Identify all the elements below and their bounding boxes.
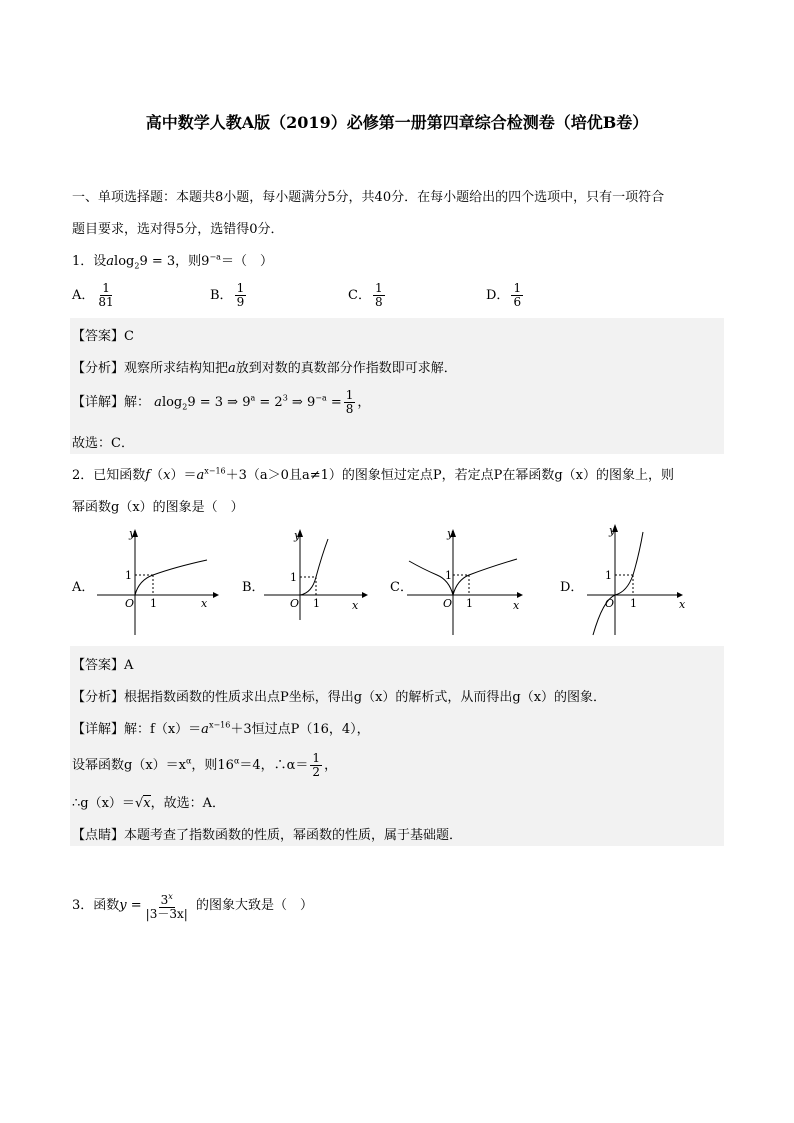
q1-detail: 【详解】解： alog$_2$9 = 3 ⇒ $9^a = 2^3$ ⇒ $9^{-a}$ = $\frac{1}{8}$ ， bbox=[72, 388, 371, 416]
q1-answer: 【答案】C bbox=[72, 329, 134, 344]
q1-option-a: A． $\frac{1}{81}$ bbox=[72, 281, 114, 309]
q1-stem: 1．设alog$_2$9 = 3，则$9^{-a}=$（ ） bbox=[72, 252, 273, 271]
q2-graph-b-label: B． bbox=[242, 580, 265, 595]
svg-text:1: 1 bbox=[150, 597, 157, 610]
svg-text:x: x bbox=[679, 598, 686, 611]
q2-detail-line3: ∴g（x）＝√x，故选：A． bbox=[72, 796, 225, 811]
q1-option-c: C． $\frac{1}{8}$ bbox=[348, 281, 383, 309]
q2-graph-d-label: D． bbox=[560, 580, 584, 595]
svg-text:1: 1 bbox=[290, 571, 297, 584]
q2-detail-line1: 【详解】解：$f(x)=a^{x-16}+3$恒过点P（16，4）， bbox=[72, 720, 370, 737]
svg-text:1: 1 bbox=[605, 569, 612, 582]
svg-text:x: x bbox=[513, 599, 520, 612]
page-title: 高中数学人教A版（2019）必修第一册第四章综合检测卷（培优B卷） bbox=[145, 113, 649, 132]
svg-text:O: O bbox=[605, 597, 615, 610]
svg-text:x: x bbox=[352, 599, 359, 612]
section-instructions-line2: 题目要求，选对得5分，选错得0分． bbox=[72, 222, 284, 237]
q2-graph-c-label: C． bbox=[390, 580, 413, 595]
svg-text:O: O bbox=[443, 597, 453, 610]
q1-choose: 故选：C． bbox=[72, 436, 134, 451]
q2-detail-line2: 设幂函数$g(x)=x^\alpha$，则$16^\alpha=4$，∴α＝ $\frac{1}{2}$ ， bbox=[72, 751, 338, 779]
svg-text:O: O bbox=[125, 597, 135, 610]
svg-text:y: y bbox=[447, 527, 454, 540]
q1-option-b: B． $\frac{1}{9}$ bbox=[210, 281, 245, 309]
q2-graph-a bbox=[95, 525, 220, 640]
q1-solution-box bbox=[70, 318, 724, 454]
svg-text:x: x bbox=[201, 597, 208, 610]
q2-graph-d bbox=[585, 520, 695, 640]
q2-stem-line1: 2．已知函数$f(x)=a^{x-16}+3(a>0$且a≠1）的图象恒过定点P，若定点P在幂函数g（x）的图象上，则 bbox=[72, 466, 675, 483]
q2-analysis: 【分析】根据指数函数的性质求出点P坐标，得出g（x）的解析式，从而得出g（x）的图象． bbox=[72, 690, 607, 705]
q2-solution-box bbox=[70, 646, 724, 846]
q2-answer: 【答案】A bbox=[72, 658, 134, 673]
q1-stem-prefix: 1．设 bbox=[72, 254, 107, 269]
svg-text:1: 1 bbox=[445, 569, 452, 582]
svg-text:1: 1 bbox=[466, 597, 473, 610]
q2-comment: 【点睛】本题考查了指数函数的性质，幂函数的性质，属于基础题． bbox=[72, 828, 463, 843]
svg-text:y: y bbox=[609, 524, 616, 537]
q2-stem-line2: 幂函数g（x）的图象是（ ） bbox=[72, 500, 244, 515]
q1-option-d: D． $\frac{1}{6}$ bbox=[486, 281, 522, 309]
svg-text:1: 1 bbox=[125, 569, 132, 582]
q1-analysis: 【分析】观察所求结构知把a放到对数的真数部分作指数即可求解． bbox=[72, 361, 457, 376]
svg-text:1: 1 bbox=[630, 597, 637, 610]
svg-text:1: 1 bbox=[313, 597, 320, 610]
q2-graph-c bbox=[405, 525, 530, 640]
q2-graph-b bbox=[262, 525, 372, 625]
svg-text:y: y bbox=[294, 529, 301, 542]
svg-text:y: y bbox=[129, 527, 136, 540]
svg-text:O: O bbox=[290, 597, 300, 610]
q2-graph-a-label: A． bbox=[72, 580, 95, 595]
q1-stem-suffix: ＝（ ） bbox=[220, 254, 273, 269]
section-instructions-line1: 一、单项选择题：本题共8小题，每小题满分5分，共40分．在每小题给出的四个选项中，只有一项符合 bbox=[72, 190, 665, 205]
q3-stem: 3．函数y = $\frac{3^x}{|3-3x|}$ 的图象大致是（ ） bbox=[72, 892, 313, 921]
q1-stem-mid: ，则 bbox=[175, 254, 202, 269]
